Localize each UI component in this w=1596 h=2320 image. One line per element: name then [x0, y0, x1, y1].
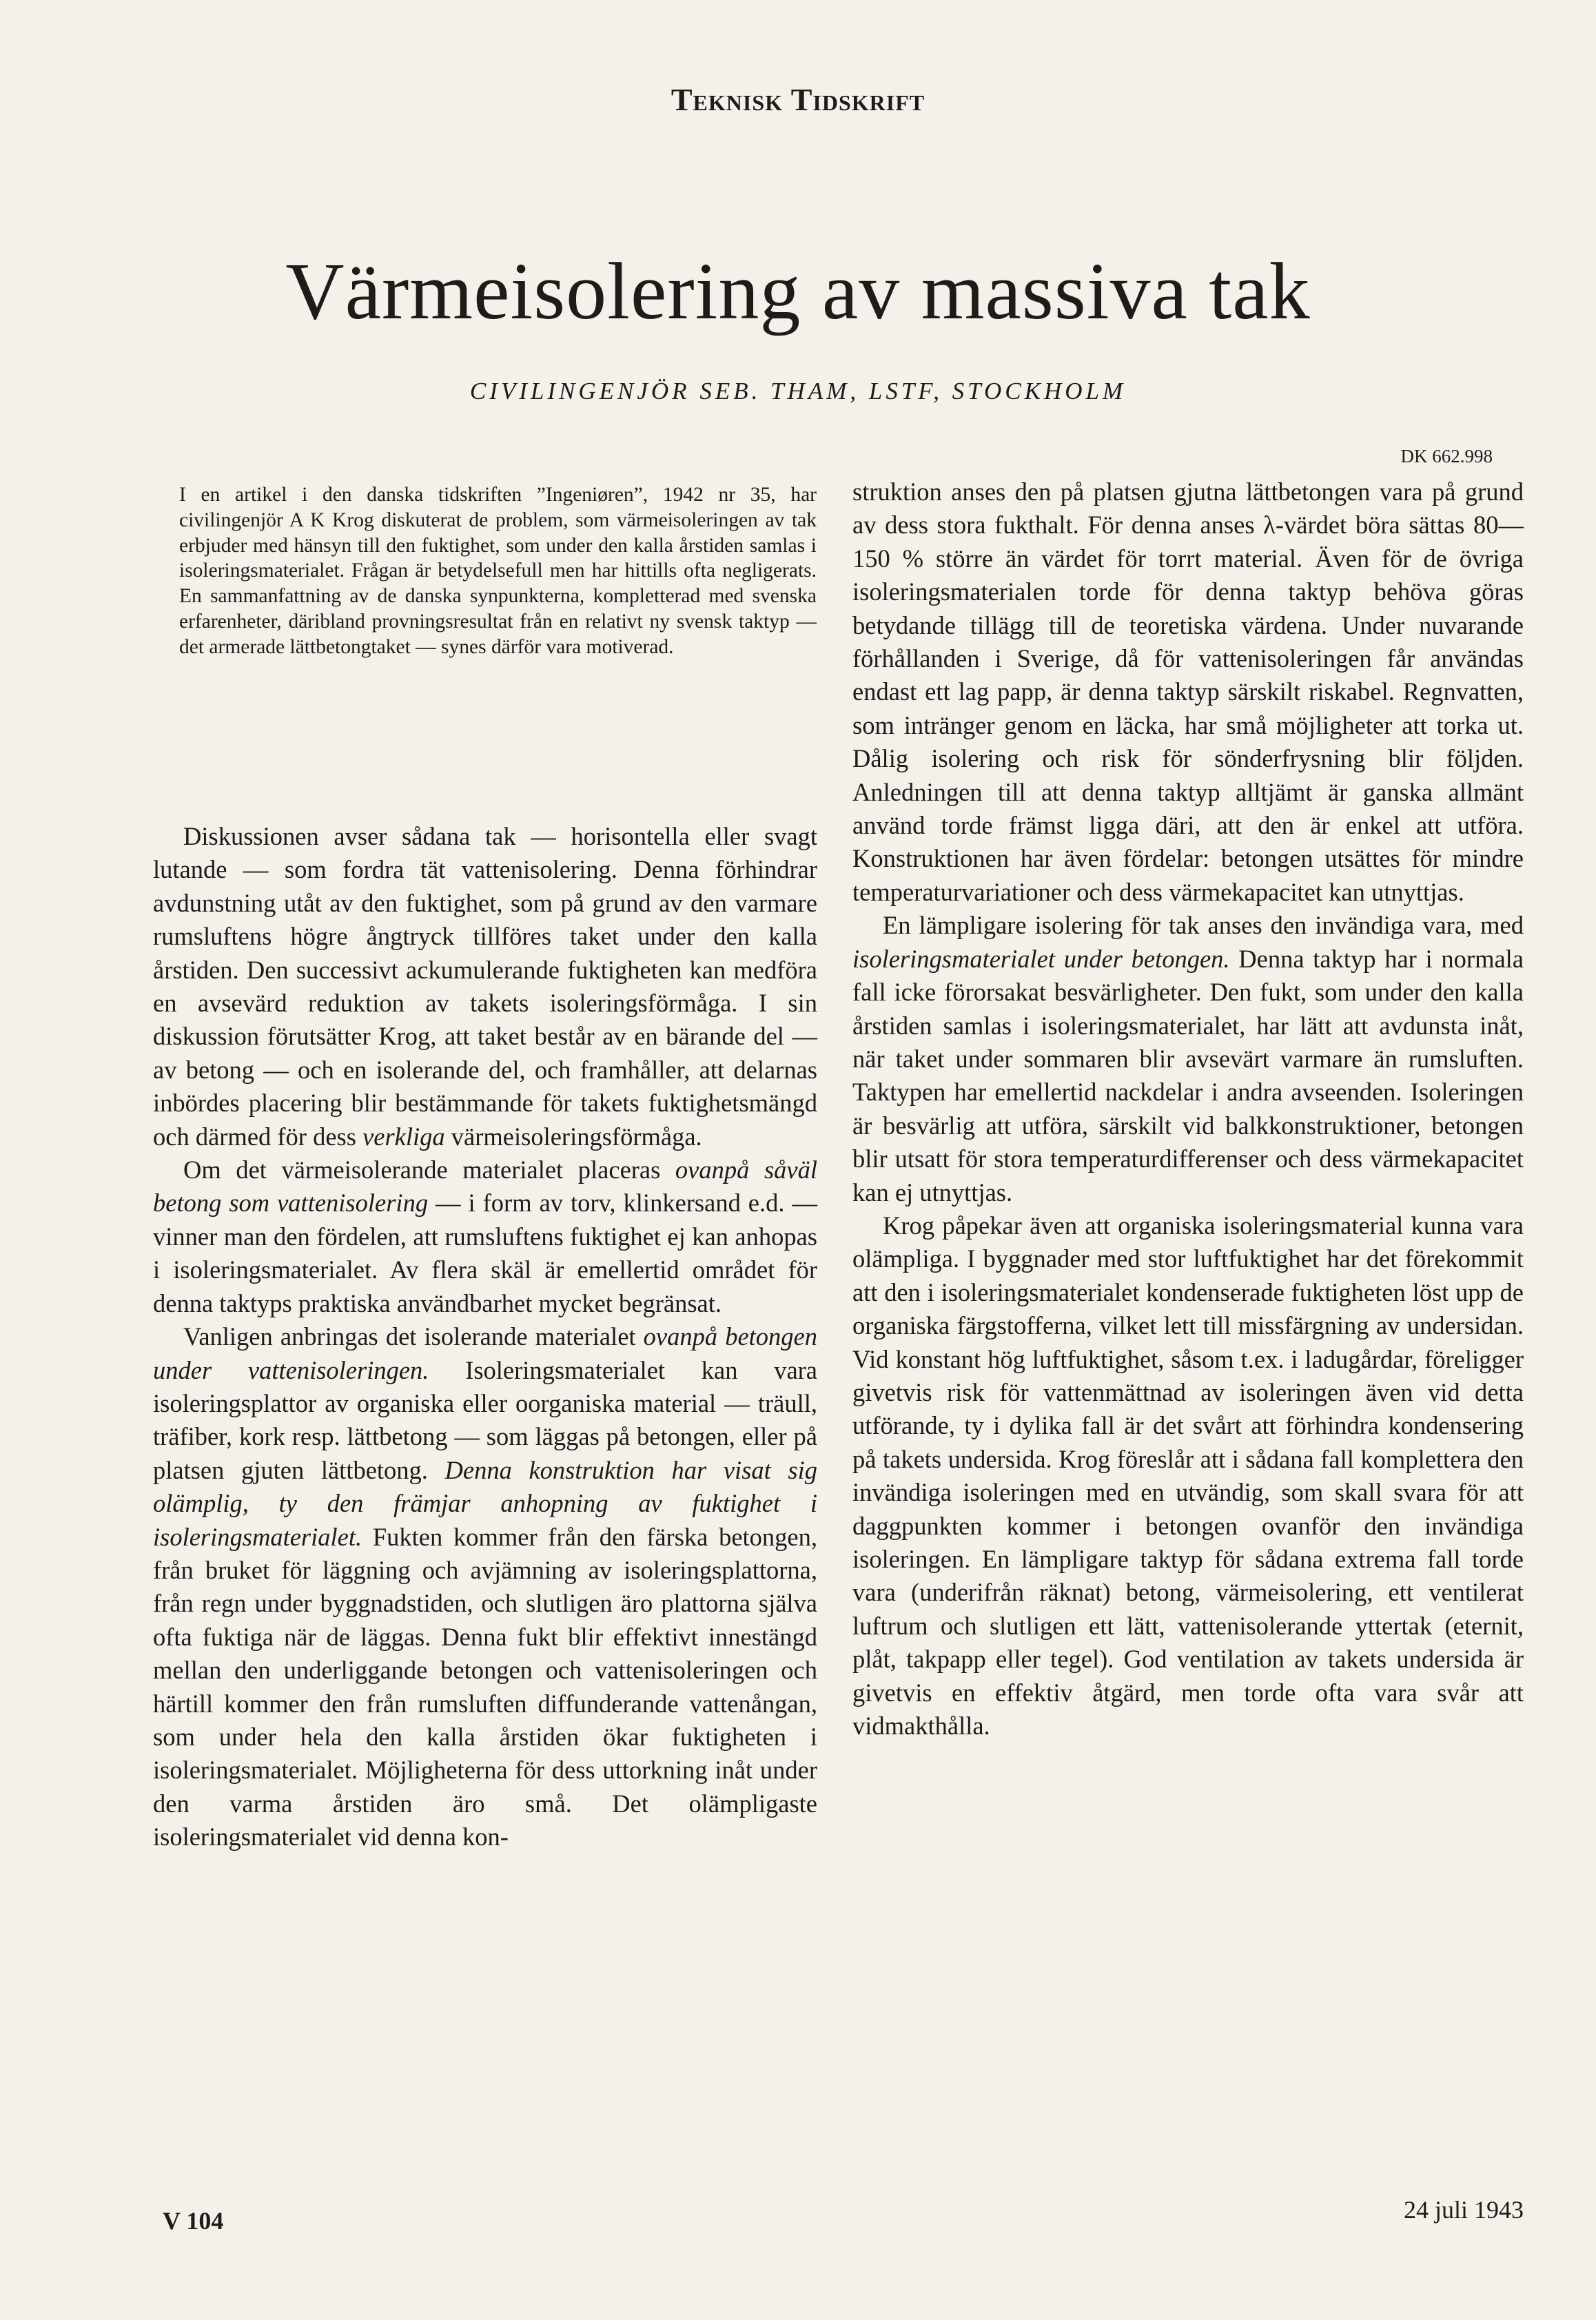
emphasis: ovanpå betongen under vattenisoleringen.	[153, 1322, 817, 1384]
body-column-right	[852, 475, 1524, 1743]
article-author: CIVILINGENJÖR SEB. THAM, LSTF, STOCKHOLM	[469, 378, 1127, 404]
paragraph	[852, 909, 1524, 1209]
journal-masthead: Teknisk Tidskrift	[671, 82, 925, 117]
body-column-left	[153, 820, 817, 1854]
emphasis: ovanpå såväl betong som vattenisolering	[153, 1156, 818, 1218]
paragraph	[153, 1320, 817, 1854]
paragraph	[852, 1209, 1524, 1743]
text-run: — i form av torv, klinkersand e.d. — vinner man den fördelen, att rumsluftens fuktighet ej kan anhopas i isoleringsmaterialet. Av flera skäl är emellertid området för denna taktyps praktiska användbarhet mycket begränsat.	[153, 1189, 817, 1317]
text-run: Diskussionen avser sådana tak — horisontella eller svagt lutande — som fordra tät vattenisolering. Denna förhindrar avdunstning utåt av den fuktighet, som på grund av den varmare rumsluftens högre ångtryck tillföres taket under den kalla årstiden. Den successivt ackumulerande fuktigheten kan medföra en avsevärd reduktion av takets isoleringsförmåga. I sin diskussion förutsätter Krog, att taket består av en bärande del — av betong — och en isolerande del, och framhåller, att delarnas inbördes placering blir bestämmande för takets fuktighetsmängd och därmed för dess	[153, 822, 817, 1151]
paragraph	[153, 820, 817, 1153]
page-number: V 104	[163, 2207, 224, 2235]
abstract	[179, 482, 817, 660]
emphasis: Denna konstruktion har visat sig olämplig, ty den främjar anhopning av fuktighet i isoleringsmaterialet.	[153, 1455, 817, 1551]
emphasis: isoleringsmaterialet under betongen.	[852, 944, 1230, 973]
text-run: Isoleringsmaterialet kan vara isoleringsplattor av organiska eller oorganiska material — träull, träfiber, kork resp. lättbetong — som läggas på betongen, eller på platsen gjuten lättbetong.	[153, 1355, 817, 1484]
text-run: Fukten kommer från den färska betongen, från bruket för läggning och avjämning av isoleringsplattorna, från regn under byggnadstiden, och slutligen äro plattorna själva ofta fuktiga när de läggas. Denna fukt blir effektivt innestängd mellan den underliggande betongen och vattenisoleringen och härtill kommer den från rumsluften diffunderande vattenångan, som under hela den kalla årstiden ökar fuktigheten i isoleringsmaterialet. Möjligheterna för dess uttorkning inåt under den varma årstiden äro små. Det olämpligaste isoleringsmaterialet vid denna kon-	[153, 1522, 817, 1851]
text-run: Krog påpekar även att organiska isoleringsmaterial kunna vara olämpliga. I byggnader med stor luftfuktighet har det förekommit att den i isoleringsmaterialet kondenserade fuktigheten löst upp de organiska färgstofferna, vilket lett till missfärgning av undersidan. Vid konstant hög luftfuktighet, såsom t.ex. i ladugårdar, föreligger givetvis risk för vattenmättnad av isoleringen även vid detta utförande, ty i dylika fall är det svårt att förhindra kondensering på takets undersida. Krog föreslår att i sådana fall komplettera den invändiga isoleringen med en utvändig, som skall svara för att daggpunkten kommer i betongen ovanför den invändiga isoleringen. En lämpligare taktyp för sådana extrema fall torde vara (underifrån räknat) betong, värmeisolering, ett ventilerat luftrum och slutligen ett lätt, vattenisolerande yttertak (eternit, plåt, takpapp eller tegel). God ventilation av takets undersida är givetvis en effektiv åtgärd, men torde ofta vara svår att vidmakthålla.	[852, 1211, 1524, 1741]
text-run: Denna taktyp har i normala fall icke förorsakat besvärligheter. Den fukt, som under den kalla årstiden samlas i isoleringsmaterialet, har lätt att avdunsta inåt, när taket under sommaren blir avsevärt varmare än rumsluften. Taktypen har emellertid nackdelar i andra avseenden. Isoleringen är besvärlig att utföra, särskilt vid balkkonstruktioner, betongen blir utsatt för stora temperaturdifferenser och dess värmekapacitet kan ej utnyttjas.	[852, 944, 1524, 1207]
abstract-text: I en artikel i den danska tidskriften ”Ingeniøren”, 1942 nr 35, har civilingenjör A K Krog diskuterat de problem, som värmeisoleringen av tak erbjuder med hänsyn till den fuktighet, som under den kalla årstiden samlas i isoleringsmaterialet. Frågan är betydelsefull men har hittills ofta negligerats. En sammanfattning av de danska synpunkterna, kompletterad med svenska erfarenheter, däribland provningsresultat från en relativt ny svensk taktyp — det armerade lättbetongtaket — synes därför vara motiverad.	[179, 484, 817, 658]
paragraph	[153, 1153, 817, 1320]
text-run: En lämpligare isolering för tak anses den invändiga vara, med	[883, 911, 1524, 940]
article-title: Värmeisolering av massiva tak	[285, 246, 1311, 336]
issue-date: 24 juli 1943	[1403, 2196, 1524, 2224]
text-run: Om det värmeisolerande materialet placeras	[183, 1156, 675, 1184]
text-run: värmeisoleringsförmåga.	[444, 1122, 702, 1151]
text-run: Vanligen anbringas det isolerande materialet	[183, 1322, 644, 1351]
emphasis: verkliga	[362, 1122, 445, 1151]
text-run: struktion anses den på platsen gjutna lättbetongen vara på grund av dess stora fukthalt. För denna anses λ-värdet böra sättas 80—150 % större än värdet för torrt material. Även för de övriga isoleringsmaterialen torde för denna taktyp behöva göras betydande tillägg till de teoretiska värdena. Under nuvarande förhållanden i Sverige, då för vattenisoleringen får användas endast ett lag papp, är denna taktyp särskilt riskabel. Regnvatten, som intränger genom en läcka, har små möjligheter att torka ut. Dålig isolering och risk för sönderfrysning blir följden. Anledningen till att denna taktyp alltjämt är ganska allmänt använd torde främst ligga däri, att den är enkel att utföra. Konstruktionen har även fördelar: betongen utsättes för mindre temperaturvariationer och dess värmekapacitet kan utnyttjas.	[852, 478, 1524, 906]
paragraph	[852, 475, 1524, 909]
udc-classification: DK 662.998	[1400, 446, 1493, 466]
